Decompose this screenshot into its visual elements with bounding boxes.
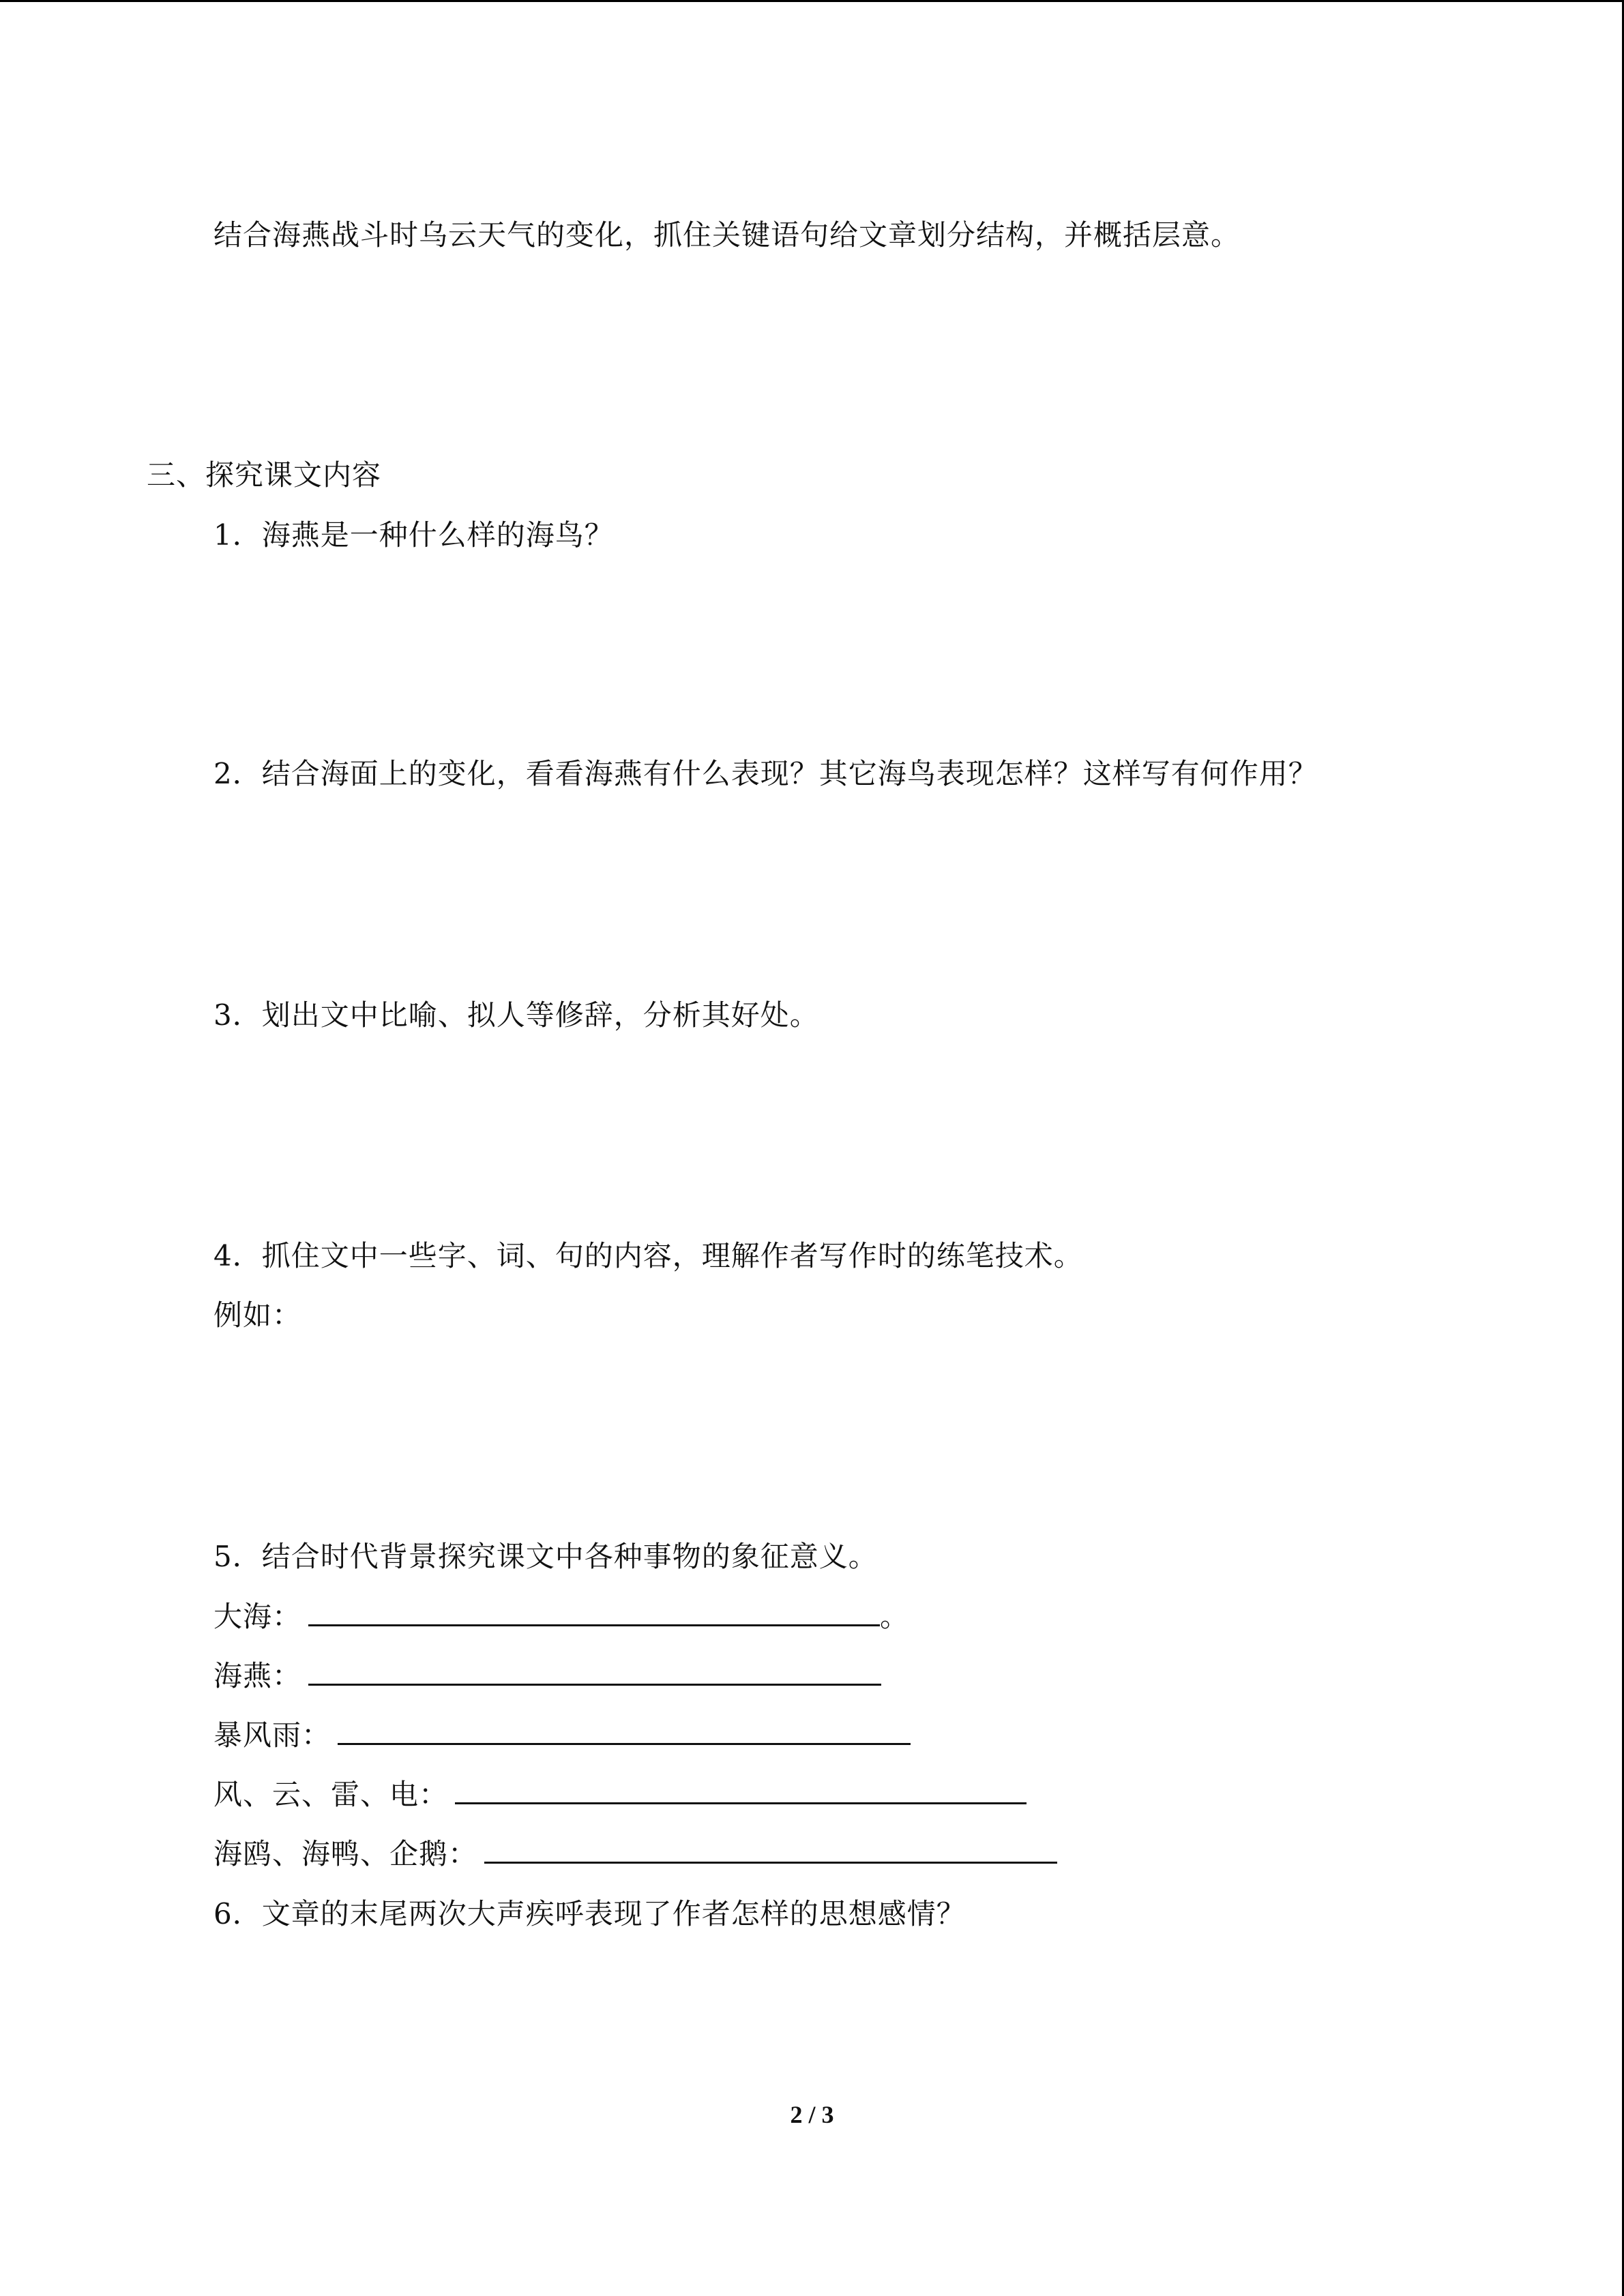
- symbol-sea-period: 。: [880, 1600, 910, 1633]
- symbol-row-sea: [213, 1596, 909, 1637]
- symbol-row-petrel: [213, 1656, 881, 1697]
- symbol-row-birds: [213, 1834, 1057, 1875]
- sea-answer-blank[interactable]: [308, 1597, 880, 1626]
- storm-answer-blank[interactable]: [338, 1716, 911, 1745]
- question-5: 5．结合时代背景探究课文中各种事物的象征意义。: [213, 1540, 878, 1573]
- symbol-label-storm: 暴风雨：: [213, 1718, 331, 1752]
- question-1: 1．海燕是一种什么样的海鸟？: [213, 518, 614, 552]
- question-2: 2．结合海面上的变化，看看海燕有什么表现？其它海鸟表现怎样？这样写有何作用？: [213, 757, 1318, 790]
- symbol-label-petrel: 海燕：: [213, 1659, 302, 1693]
- birds-answer-blank[interactable]: [484, 1834, 1057, 1864]
- question-6: 6．文章的末尾两次大声疾呼表现了作者怎样的思想感情？: [213, 1897, 966, 1930]
- question-3: 3．划出文中比喻、拟人等修辞，分析其好处。: [213, 998, 819, 1032]
- elements-answer-blank[interactable]: [455, 1775, 1027, 1804]
- question-4-example: 例如：: [213, 1298, 302, 1332]
- symbol-label-birds: 海鸥、海鸭、企鹅：: [213, 1837, 478, 1870]
- symbol-row-elements: [213, 1774, 1027, 1815]
- page-border-top: [0, 0, 1624, 2]
- symbol-label-sea: 大海：: [213, 1600, 302, 1633]
- symbol-row-storm: [213, 1715, 911, 1756]
- page-number: 2 / 3: [790, 2101, 834, 2128]
- question-4: 4．抓住文中一些字、词、句的内容，理解作者写作时的练笔技术。: [213, 1239, 1083, 1272]
- intro-instruction: 结合海燕战斗时乌云天气的变化，抓住关键语句给文章划分结构，并概括层意。: [213, 218, 1241, 252]
- symbol-label-elements: 风、云、雷、电：: [213, 1778, 449, 1811]
- section-3-title: 三、探究课文内容: [147, 458, 382, 492]
- petrel-answer-blank[interactable]: [308, 1656, 881, 1686]
